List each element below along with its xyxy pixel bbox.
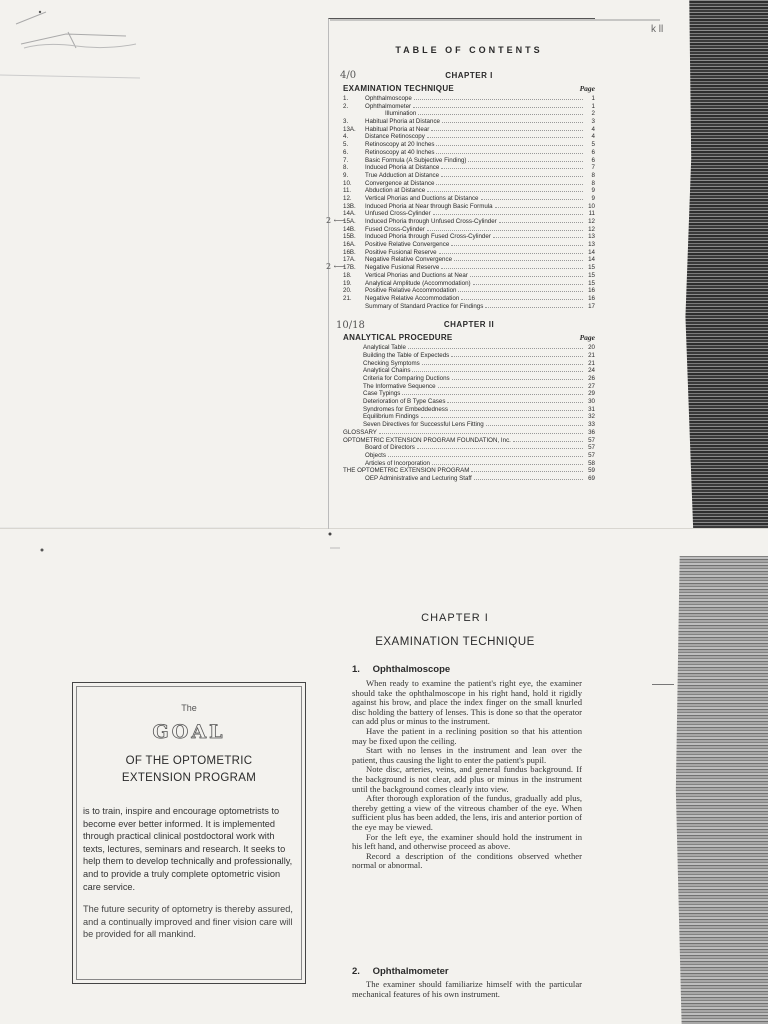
toc-entry-number: 16B.: [343, 248, 356, 256]
toc-entry-title: Illumination: [385, 110, 417, 118]
toc-entry-page: 33: [588, 421, 595, 429]
toc-entry-title: Induced Phoria through Unfused Cross-Cylinder: [365, 218, 497, 225]
toc-leader-dots: [433, 214, 583, 215]
toc-entry-page: 15: [588, 279, 595, 287]
toc-entry-page: 9: [591, 187, 595, 195]
toc-entry-title: Retinoscopy at 20 Inches: [365, 141, 435, 149]
toc-entry-title: Habitual Phoria at Distance: [365, 118, 440, 126]
toc-leader-dots: [495, 207, 583, 208]
toc-leader-dots: [481, 199, 584, 200]
toc-entry: [343, 241, 595, 249]
toc-leader-dots: [452, 379, 583, 380]
toc-entry-page: 57: [588, 451, 595, 459]
toc-entry-page: 16: [588, 294, 595, 302]
handwritten-note-ch2: 10/18: [336, 320, 365, 331]
toc-entry-title: Case Typings: [363, 390, 401, 398]
toc-entry: [343, 264, 595, 272]
toc-entry-page: 26: [588, 375, 595, 382]
toc-chapter1-header: [343, 84, 595, 93]
toc-entry: [343, 429, 595, 437]
toc-entry-title: Ophthalmoscope: [365, 95, 412, 102]
toc-entry-page: 36: [588, 428, 595, 436]
toc-entry-page: 1: [591, 102, 595, 110]
toc-entry-number: 12.: [343, 194, 352, 202]
goal-body: is to train, inspire and encourage optometrists to become ever better informed. It is implemented through practical clinical postdoctoral work with texts, lectures, seminars and research. It seeks to help them to develop technically and professionally, and to provide a truly complete optometric vision care service.: [83, 806, 293, 892]
toc-entry: [343, 110, 595, 118]
toc-entry: [343, 141, 595, 149]
toc-entry: [343, 218, 595, 226]
scan-shadow-top: [672, 0, 768, 528]
toc-entry-title: Analytical Amplitude (Accommodation): [365, 279, 471, 287]
toc-entry: [343, 467, 595, 475]
toc-entry-number: 13A.: [343, 125, 356, 133]
toc-entry: [343, 413, 595, 421]
toc-entry-page: 2: [591, 110, 595, 118]
toc-leader-dots: [436, 184, 583, 185]
toc-entry-number: 21.: [343, 294, 352, 302]
section-number: 1.: [352, 664, 360, 675]
toc-entry-page: 15: [588, 264, 595, 272]
toc-entry-number: 6.: [343, 148, 349, 156]
toc-entry-title: Positive Relative Accommodation: [365, 287, 457, 295]
section-1-body: [352, 679, 582, 871]
toc-entry-title: Negative Relative Convergence: [365, 256, 453, 264]
toc-leader-dots: [439, 253, 583, 254]
toc-entry-title: Retinoscopy at 40 Inches: [365, 148, 435, 156]
toc-leader-dots: [441, 176, 583, 177]
toc-leader-dots: [486, 425, 583, 426]
toc-leader-dots: [412, 371, 583, 372]
toc-entry: [343, 452, 595, 460]
goal-subtitle-line2: EXTENSION PROGRAM: [121, 772, 257, 784]
toc-entry-page: 21: [588, 351, 595, 359]
toc-entry-title: The Informative Sequence: [363, 382, 436, 390]
body-paragraph: Note disc, arteries, veins, and general fundus background. If the background is not clear, add plus or minus in the instrument until the background comes clearly into view.: [352, 764, 582, 794]
chapter-title: EXAMINATION TECHNIQUE: [375, 636, 535, 648]
body-paragraph: After thorough exploration of the fundus, gradually add plus, thereby getting a view of the vitreous chamber of the eye. When sufficient plus has been added, the lens, iris and anterior portion of the eye may be viewed.: [352, 793, 582, 832]
toc-entry-number: 17B.: [343, 264, 356, 272]
toc-leader-dots: [458, 291, 583, 292]
body-paragraph: The examiner should familiarize himself with the particular mechanical features of his own instrument.: [352, 979, 582, 999]
toc-entry-page: 7: [591, 164, 595, 172]
toc-entry-title: Induced Phoria at Distance: [365, 164, 440, 172]
toc-entry-page: 58: [588, 459, 595, 467]
toc-entry-title: Negative Relative Accommodation: [365, 294, 460, 302]
toc-entry-title: Analytical Table: [363, 344, 406, 352]
toc-chapter1-section: EXAMINATION TECHNIQUE: [343, 84, 455, 93]
toc-entry: [343, 95, 595, 103]
toc-entry-page: 16: [588, 287, 595, 295]
toc-entry: [343, 421, 595, 429]
toc-leader-dots: [388, 456, 583, 457]
section-title: Ophthalmometer: [372, 966, 449, 977]
toc-entry-number: 15A.: [343, 218, 356, 225]
toc-entry-page: 3: [591, 118, 595, 126]
toc-entry-page: 20: [588, 344, 595, 352]
toc-entry: [343, 118, 595, 126]
toc-entry-title: Abduction at Distance: [365, 187, 426, 195]
toc-leader-dots: [402, 394, 583, 395]
toc-entry-number: 5.: [343, 141, 349, 149]
toc-entry: [343, 149, 595, 157]
toc-leader-dots: [438, 387, 583, 388]
toc-page-header: Page: [579, 333, 595, 343]
toc-entry-page: 59: [588, 467, 595, 475]
toc-entry: [343, 195, 595, 203]
toc-entry-title: Induced Phoria through Fused Cross-Cylinder: [365, 233, 491, 241]
handwritten-arrow-a: 2 ⟵: [326, 216, 346, 225]
toc-entry: [343, 303, 595, 311]
toc-entry-number: 10.: [343, 179, 352, 187]
toc-leader-dots: [417, 448, 583, 449]
toc-entry-page: 4: [591, 125, 595, 133]
toc-entry-title: Positive Fusional Reserve: [365, 248, 437, 256]
toc-entry: [343, 180, 595, 188]
toc-entry: [343, 249, 595, 257]
toc-entry-page: 13: [588, 233, 595, 241]
toc-entry-number: 2.: [343, 102, 349, 110]
toc-entry-number: 14B.: [343, 225, 356, 233]
toc-entry-number: 1.: [343, 95, 349, 102]
toc-entry-page: 14: [588, 248, 595, 256]
toc-entry-title: Summary of Standard Practice for Findings: [365, 302, 484, 310]
toc-leader-dots: [461, 299, 583, 300]
toc-entry: [343, 103, 595, 111]
toc-entry-page: 10: [588, 202, 595, 210]
toc-entry: [343, 172, 595, 180]
toc-entry: [343, 444, 595, 452]
toc-leader-dots: [431, 130, 583, 131]
toc-entry-page: 11: [588, 210, 595, 218]
toc-chapter1-label: CHAPTER I: [445, 71, 493, 80]
toc-entry-title: Building the Table of Expecteds: [363, 351, 450, 359]
toc-entry: [343, 406, 595, 414]
toc-entry: [343, 375, 595, 383]
toc-entry-title: Fused Cross-Cylinder: [365, 225, 425, 233]
toc-page-header: Page: [579, 84, 595, 93]
toc-entry: [343, 383, 595, 391]
chapter-label: CHAPTER I: [421, 612, 489, 624]
toc-entry-number: 11.: [343, 187, 352, 195]
toc-entry-title: Unfused Cross-Cylinder: [365, 210, 431, 218]
toc-entry-page: 32: [588, 413, 595, 421]
toc-entry-number: 7.: [343, 156, 349, 164]
toc-entry: [343, 398, 595, 406]
toc-leader-dots: [471, 471, 583, 472]
toc-leader-dots: [414, 99, 583, 100]
toc-entry-page: 17: [588, 302, 595, 310]
page-corner-mark: k ll: [651, 24, 664, 35]
toc-entry-number: 15B.: [343, 233, 356, 241]
toc-leader-dots: [421, 417, 583, 418]
toc-entry: [343, 164, 595, 172]
goal-subtitle: [73, 753, 305, 787]
toc-leader-dots: [473, 284, 583, 285]
toc-entry-title: Seven Directives for Successful Lens Fitting: [363, 421, 484, 429]
toc-entry-page: 8: [591, 171, 595, 179]
toc-leader-dots: [408, 348, 583, 349]
toc-entry-title: Convergence at Distance: [365, 179, 435, 187]
toc-entry-title: Analytical Chains: [363, 367, 411, 375]
toc-entry: [343, 352, 595, 360]
toc-entry-page: 30: [588, 398, 595, 406]
toc-entry-title: Syndromes for Embeddedness: [363, 405, 448, 413]
toc-entry-number: 14A.: [343, 210, 356, 218]
toc-entry-title: OPTOMETRIC EXTENSION PROGRAM FOUNDATION, Inc.: [343, 436, 511, 444]
toc-entry-title: Distance Retinoscopy: [365, 133, 425, 141]
toc-entry: [343, 187, 595, 195]
toc-entry-page: 9: [591, 194, 595, 202]
toc-entry-page: 13: [588, 241, 595, 249]
toc-chapter1-list: [343, 95, 595, 310]
goal-box: [72, 682, 306, 984]
toc-entry: [343, 295, 595, 303]
toc-entry: [343, 475, 595, 483]
toc-entry: [343, 344, 595, 352]
toc-entry-page: 21: [588, 359, 595, 367]
toc-leader-dots: [454, 260, 583, 261]
toc-entry-page: 29: [588, 390, 595, 398]
toc-leader-dots: [427, 230, 583, 231]
toc-leader-dots: [427, 137, 583, 138]
toc-entry-title: THE OPTOMETRIC EXTENSION PROGRAM: [343, 467, 470, 475]
toc-entry-number: 3.: [343, 118, 349, 126]
faded-stamp: [6, 4, 146, 64]
toc-entry-title: Deterioration of B Type Cases: [363, 398, 446, 406]
section-2-body: [352, 980, 582, 999]
scan-shadow-bottom: [672, 556, 768, 1024]
toc-entry-page: 12: [588, 218, 595, 225]
toc-entry: [343, 280, 595, 288]
toc-entry-page: 14: [588, 256, 595, 264]
toc-leader-dots: [468, 161, 583, 162]
toc-leader-dots: [441, 268, 583, 269]
section-heading-1: [352, 664, 450, 675]
toc-entry-number: 18.: [343, 271, 352, 279]
toc-entry: [343, 256, 595, 264]
toc-entry-page: 5: [591, 141, 595, 149]
toc-leader-dots: [513, 441, 583, 442]
toc-entry-number: 13B.: [343, 202, 356, 210]
handwritten-note-ch1: 4/0: [340, 70, 357, 81]
goal-subtitle-line1: OF THE OPTOMETRIC: [125, 755, 253, 767]
body-paragraph: Start with no lenses in the instrument and lean over the patient, thus causing the light to enter the patient's pupil.: [352, 745, 582, 765]
toc-entry-title: Vertical Phorias and Ductions at Distance: [365, 194, 479, 202]
table-of-contents: [328, 18, 595, 529]
toc-entry: [343, 157, 595, 165]
toc-leader-dots: [422, 364, 583, 365]
toc-leader-dots: [499, 222, 583, 223]
toc-entry-page: 24: [588, 367, 595, 375]
toc-entry-title: Checking Symptoms: [363, 359, 420, 367]
toc-entry-number: 8.: [343, 164, 349, 172]
toc-entry-page: 6: [591, 148, 595, 156]
toc-leader-dots: [493, 237, 583, 238]
toc-entry: [343, 367, 595, 375]
toc-chapter2-list: [343, 344, 595, 482]
toc-entry: [343, 210, 595, 218]
toc-entry: [343, 460, 595, 468]
toc-leader-dots: [474, 479, 583, 480]
toc-entry: [343, 133, 595, 141]
toc-chapter2-header: [343, 333, 595, 342]
body-paragraph: For the left eye, the examiner should hold the instrument in his left hand, and otherwise proceed as above.: [352, 831, 582, 852]
toc-leader-dots: [447, 402, 583, 403]
toc-entry-page: 4: [591, 133, 595, 141]
toc-entry-page: 69: [588, 474, 595, 482]
toc-entry-title: Vertical Phorias and Ductions at Near: [365, 271, 468, 279]
toc-entry-title: Equilibrium Findings: [363, 413, 419, 421]
toc-entry-title: Board of Directors: [365, 444, 415, 452]
toc-entry-title: Objects: [365, 451, 386, 459]
toc-entry: [343, 287, 595, 295]
toc-entry-title: True Adduction at Distance: [365, 171, 440, 179]
section-number: 2.: [352, 966, 360, 977]
toc-entry-title: Habitual Phoria at Near: [365, 125, 430, 133]
toc-entry-number: 17A.: [343, 256, 356, 264]
toc-leader-dots: [442, 122, 583, 123]
toc-entry-number: 20.: [343, 287, 352, 295]
toc-leader-dots: [451, 245, 583, 246]
toc-entry-title: Ophthalmometer: [365, 102, 412, 110]
toc-entry-number: 16A.: [343, 241, 356, 249]
toc-entry-title: Positive Relative Convergence: [365, 241, 450, 249]
toc-entry: [343, 437, 595, 445]
section-heading-2: [352, 966, 449, 977]
toc-entry-title: Basic Formula (A Subjective Finding): [365, 156, 467, 164]
toc-entry-page: 27: [588, 382, 595, 390]
toc-entry-page: 8: [591, 179, 595, 187]
toc-entry-title: Articles of Incorporation: [365, 459, 430, 467]
toc-leader-dots: [436, 145, 583, 146]
toc-entry-page: 1: [591, 95, 595, 102]
toc-chapter2-section: ANALYTICAL PROCEDURE: [343, 333, 453, 343]
toc-entry-title: Criteria for Comparing Ductions: [363, 375, 450, 382]
toc-entry-page: 6: [591, 156, 595, 164]
section-title: Ophthalmoscope: [372, 664, 451, 675]
toc-leader-dots: [379, 433, 583, 434]
toc-entry: [343, 126, 595, 134]
toc-entry-page: 12: [588, 225, 595, 233]
handwritten-arrow-b: 2 ⟵: [326, 262, 346, 271]
goal-the: The: [181, 703, 197, 713]
toc-entry-number: 9.: [343, 171, 349, 179]
toc-entry: [343, 360, 595, 368]
toc-leader-dots: [485, 307, 583, 308]
toc-entry: [343, 226, 595, 234]
toc-leader-dots: [451, 356, 583, 357]
toc-entry-title: OEP Administrative and Lecturing Staff: [365, 474, 472, 482]
toc-entry-title: Induced Phoria at Near through Basic Formula: [365, 202, 493, 210]
toc-entry: [343, 203, 595, 211]
toc-entry: [343, 390, 595, 398]
toc-entry-page: 57: [588, 436, 595, 444]
goal-body-2: The future security of optometry is thereby assured, and a continually improved and finer vision care will be provided for all mankind.: [83, 904, 293, 940]
toc-leader-dots: [427, 191, 583, 192]
toc-chapter2-label: CHAPTER II: [443, 320, 495, 330]
toc-leader-dots: [418, 114, 583, 115]
toc-entry-page: 57: [588, 444, 595, 452]
goal-heading: GOAL: [152, 721, 226, 743]
toc-entry-number: 19.: [343, 279, 352, 287]
toc-leader-dots: [450, 410, 583, 411]
body-paragraph: Have the patient in a reclining position so that his attention may be fixed upon the ceiling.: [352, 725, 582, 746]
toc-leader-dots: [441, 168, 583, 169]
body-paragraph: When ready to examine the patient's right eye, the examiner should take the ophthalmoscope in his right hand, hold it rigidly against his brow, and place the index finger on the small knurled disc holding the battery of lenses. This is done so that the operator can add plus or minus to the instrument.: [352, 678, 582, 727]
toc-entry-page: 31: [588, 405, 595, 413]
toc-entry-page: 15: [588, 271, 595, 279]
body-paragraph: Record a description of the conditions observed whether normal or abnormal.: [352, 850, 582, 871]
toc-leader-dots: [413, 107, 583, 108]
toc-title: TABLE OF CONTENTS: [395, 45, 543, 55]
toc-entry-number: 4.: [343, 133, 349, 141]
toc-leader-dots: [470, 276, 583, 277]
toc-leader-dots: [432, 464, 583, 465]
scan-mark: [652, 684, 674, 689]
toc-leader-dots: [436, 153, 583, 154]
toc-entry: [343, 272, 595, 280]
toc-entry-title: Negative Fusional Reserve: [365, 264, 440, 272]
toc-entry: [343, 233, 595, 241]
toc-entry-title: GLOSSARY: [343, 428, 377, 436]
